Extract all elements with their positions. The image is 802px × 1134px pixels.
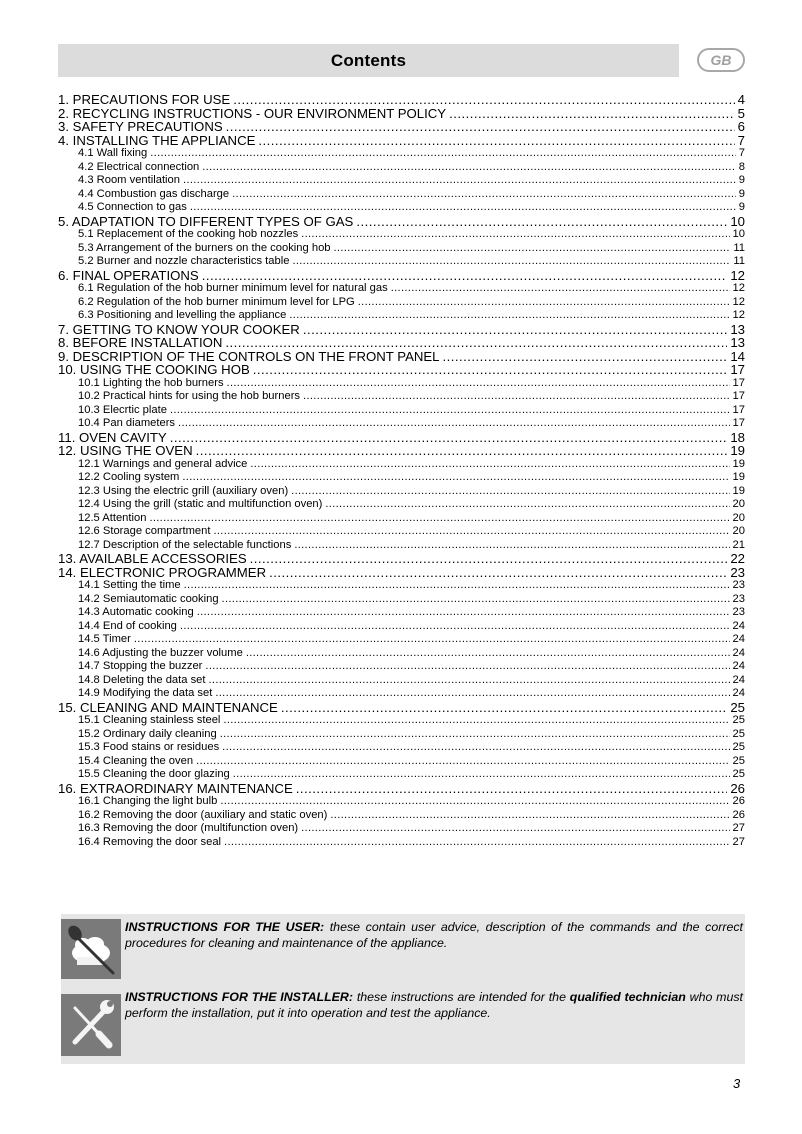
toc-entry-page: 24 (732, 633, 745, 645)
toc-dot-leader (303, 323, 728, 337)
toc-entry-label: 4.3 Room ventilation (78, 174, 180, 186)
toc-entry-label: 4.1 Wall fixing (78, 147, 148, 159)
user-instructions-body: these contain user advice, description of the commands and the correct procedures for cleaning and maintenance of the appliance. (125, 920, 743, 950)
toc-section-entry (58, 444, 745, 458)
toc-entry-label: 12.7 Description of the selectable functions (78, 538, 292, 551)
toc-entry-page: 20 (732, 525, 745, 537)
toc-section-entry (58, 431, 745, 445)
installer-qualified-technician: qualified technician (569, 990, 686, 1004)
toc-entry-page: 24 (732, 619, 745, 632)
toc-entry-page: 19 (732, 457, 745, 470)
toc-section-entry (58, 782, 745, 796)
toc-entry-label: 15.2 Ordinary daily cleaning (78, 727, 217, 740)
installer-instructions-body-end: who must perform the installation, put it into operation and test the appliance. (125, 990, 744, 1020)
toc-dot-leader (281, 701, 727, 715)
toc-entry-page: 17 (730, 363, 745, 377)
toc-subsection-entry (58, 201, 745, 215)
toc-entry-label: 14.7 Stopping the buzzer (78, 660, 203, 672)
toc-entry-page: 14 (730, 349, 745, 363)
toc-entry-label: 7. GETTING TO KNOW YOUR COOKER (58, 322, 300, 336)
toc-entry-label: 6.3 Positioning and levelling the appliance (78, 309, 287, 321)
toc-entry-label: 15.4 Cleaning the oven (78, 754, 194, 767)
toc-entry-label: 10.1 Lighting the hob burners (78, 376, 224, 389)
toc-entry-page: 17 (732, 390, 745, 402)
toc-dot-leader (303, 390, 730, 404)
toc-dot-leader (180, 620, 730, 634)
installer-instructions-box (61, 986, 745, 1064)
toc-entry-label: 10.4 Pan diameters (78, 417, 176, 429)
toc-entry-page: 11 (733, 255, 745, 267)
toc-entry-label: 12.1 Warnings and general advice (78, 457, 248, 470)
toc-entry-label: 16.3 Removing the door (multifunction oven) (78, 822, 299, 834)
toc-entry-page: 17 (732, 403, 745, 416)
toc-entry-page: 12 (730, 268, 745, 282)
toc-entry-label: 5.1 Replacement of the cooking hob nozzles (78, 228, 299, 240)
installer-instructions-body: these instructions are intended for the (353, 990, 570, 1004)
toc-dot-leader (170, 431, 728, 445)
toc-entry-label: 6. FINAL OPERATIONS (58, 268, 199, 282)
toc-entry-page: 22 (730, 552, 745, 566)
toc-entry-page: 19 (732, 484, 745, 497)
toc-dot-leader (197, 606, 730, 620)
toc-entry-page: 19 (732, 471, 745, 483)
toc-dot-leader (149, 512, 729, 526)
toc-subsection-entry (58, 417, 745, 431)
toc-entry-label: 5. ADAPTATION TO DIFFERENT TYPES OF GAS (58, 214, 354, 228)
toc-entry-label: 15.1 Cleaning stainless steel (78, 714, 221, 726)
toc-entry-page: 25 (732, 768, 745, 780)
toc-subsection-entry (58, 741, 745, 755)
toc-dot-leader (227, 377, 730, 391)
toc-dot-leader (213, 525, 729, 539)
toc-subsection-entry (58, 714, 745, 728)
toc-entry-label: 12.2 Cooling system (78, 471, 180, 483)
toc-dot-leader (223, 714, 729, 728)
toc-entry-page: 25 (732, 754, 745, 767)
toc-dot-leader (296, 782, 728, 796)
toc-dot-leader (330, 809, 729, 823)
toc-entry-page: 9 (738, 174, 745, 186)
toc-entry-page: 20 (732, 511, 745, 524)
toc-entry-label: 10. USING THE COOKING HOB (58, 363, 250, 377)
toc-entry-label: 14.2 Semiautomatic cooking (78, 592, 219, 605)
toc-dot-leader (196, 444, 728, 458)
toc-dot-leader (358, 296, 730, 310)
toc-dot-leader (292, 255, 730, 269)
toc-entry-page: 5 (737, 106, 745, 120)
toc-entry-page: 23 (732, 592, 745, 605)
toc-entry-label: 16.4 Removing the door seal (78, 835, 222, 848)
toc-entry-page: 9 (738, 201, 745, 213)
contents-header (58, 44, 679, 77)
toc-entry-label: 4.5 Connection to gas (78, 201, 187, 213)
toc-entry-page: 12 (732, 295, 745, 308)
installer-instructions-heading: INSTRUCTIONS FOR THE INSTALLER: (125, 990, 354, 1004)
toc-section-entry (58, 566, 745, 580)
toc-subsection-entry (58, 188, 745, 202)
toc-dot-leader (301, 822, 729, 836)
toc-entry-label: 16.2 Removing the door (auxiliary and static oven) (78, 808, 328, 821)
toc-dot-leader (224, 836, 730, 850)
toc-entry-page: 23 (730, 565, 745, 579)
toc-entry-label: 15. CLEANING AND MAINTENANCE (58, 700, 278, 714)
toc-entry-page: 18 (730, 430, 745, 444)
toc-subsection-entry (58, 147, 745, 161)
toc-dot-leader (232, 188, 736, 202)
toc-entry-label: 16.1 Changing the light bulb (78, 795, 218, 807)
toc-dot-leader (233, 768, 730, 782)
toc-dot-leader (258, 134, 734, 148)
toc-entry-label: 12.6 Storage compartment (78, 525, 211, 537)
toc-entry-page: 19 (730, 444, 745, 458)
toc-subsection-entry (58, 687, 745, 701)
toc-entry-page: 7 (738, 147, 745, 159)
toc-dot-leader (269, 566, 727, 580)
toc-entry-page: 25 (732, 714, 745, 726)
toc-entry-label: 11. OVEN CAVITY (58, 430, 167, 444)
toc-subsection-entry (58, 728, 745, 742)
toc-dot-leader (301, 228, 729, 242)
toc-section-entry (58, 350, 745, 364)
toc-entry-label: 4.4 Combustion gas discharge (78, 187, 230, 200)
toc-dot-leader (170, 404, 730, 418)
toc-entry-label: 4.2 Electrical connection (78, 160, 200, 173)
toc-dot-leader (209, 674, 730, 688)
language-badge: GB (697, 48, 745, 72)
toc-dot-leader (182, 471, 729, 485)
toc-dot-leader (220, 795, 729, 809)
toc-entry-label: 6.2 Regulation of the hob burner minimum level for LPG (78, 295, 355, 308)
toc-dot-leader (178, 417, 730, 431)
toc-dot-leader (294, 539, 729, 553)
toc-entry-label: 14. ELECTRONIC PROGRAMMER (58, 565, 267, 579)
toc-entry-label: 12.5 Attention (78, 511, 147, 524)
toc-dot-leader (289, 309, 729, 323)
toc-entry-page: 9 (738, 187, 745, 200)
toc-dot-leader (183, 174, 736, 188)
toc-section-entry (58, 269, 745, 283)
toc-dot-leader (246, 647, 730, 661)
toc-entry-label: 14.3 Automatic cooking (78, 606, 194, 618)
toc-subsection-entry (58, 525, 745, 539)
toc-subsection-entry (58, 498, 745, 512)
toc-entry-label: 1. PRECAUTIONS FOR USE (58, 93, 231, 107)
toc-entry-page: 6 (737, 120, 745, 134)
toc-subsection-entry (58, 485, 745, 499)
toc-dot-leader (184, 579, 730, 593)
installer-instructions-text (125, 989, 743, 1021)
toc-subsection-entry (58, 606, 745, 620)
toc-subsection-entry (58, 660, 745, 674)
toc-subsection-entry (58, 282, 745, 296)
toc-subsection-entry (58, 174, 745, 188)
toc-subsection-entry (58, 755, 745, 769)
toc-subsection-entry (58, 404, 745, 418)
toc-dot-leader (134, 633, 730, 647)
toc-subsection-entry (58, 822, 745, 836)
page-number: 3 (733, 1076, 741, 1091)
toc-entry-page: 7 (737, 133, 745, 147)
toc-entry-label: 8. BEFORE INSTALLATION (58, 336, 223, 350)
toc-section-entry (58, 363, 745, 377)
toc-dot-leader (220, 728, 730, 742)
toc-dot-leader (253, 363, 728, 377)
toc-entry-label: 2. RECYCLING INSTRUCTIONS - OUR ENVIRONMENT POLICY (58, 106, 447, 120)
toc-entry-label: 12. USING THE OVEN (58, 444, 193, 458)
toc-entry-label: 10.2 Practical hints for using the hob burners (78, 390, 301, 402)
toc-entry-label: 14.1 Setting the time (78, 579, 181, 591)
toc-subsection-entry (58, 579, 745, 593)
user-instructions-heading: INSTRUCTIONS FOR THE USER: (125, 920, 325, 934)
toc-entry-page: 24 (732, 660, 745, 672)
toc-section-entry (58, 134, 745, 148)
toc-entry-page: 24 (732, 646, 745, 659)
toc-entry-page: 20 (732, 498, 745, 510)
toc-dot-leader (222, 593, 730, 607)
toc-dot-leader (356, 215, 727, 229)
toc-entry-page: 21 (732, 538, 745, 551)
toc-entry-page: 10 (730, 214, 745, 228)
toc-section-entry (58, 120, 745, 134)
toc-subsection-entry (58, 390, 745, 404)
toc-entry-page: 25 (730, 700, 745, 714)
toc-subsection-entry (58, 593, 745, 607)
toc-dot-leader (443, 350, 728, 364)
toc-subsection-entry (58, 836, 745, 850)
toc-subsection-entry (58, 539, 745, 553)
toc-dot-leader (202, 161, 736, 175)
toc-dot-leader (222, 741, 729, 755)
toc-entry-label: 14.5 Timer (78, 633, 131, 645)
wrench-screwdriver-icon (61, 994, 121, 1056)
toc-dot-leader (205, 660, 729, 674)
user-instructions-box (61, 914, 745, 990)
toc-dot-leader (291, 485, 729, 499)
toc-dot-leader (250, 552, 728, 566)
toc-dot-leader (226, 120, 735, 134)
toc-dot-leader (334, 242, 731, 256)
toc-section-entry (58, 552, 745, 566)
toc-subsection-entry (58, 458, 745, 472)
toc-dot-leader (449, 107, 735, 121)
toc-entry-page: 4 (737, 93, 745, 107)
toc-subsection-entry (58, 471, 745, 485)
toc-subsection-entry (58, 377, 745, 391)
toc-entry-label: 14.9 Modifying the data set (78, 687, 213, 699)
toc-dot-leader (202, 269, 728, 283)
toc-section-entry (58, 701, 745, 715)
toc-section-entry (58, 336, 745, 350)
toc-entry-label: 4. INSTALLING THE APPLIANCE (58, 133, 256, 147)
toc-section-entry (58, 93, 745, 107)
toc-entry-label: 9. DESCRIPTION OF THE CONTROLS ON THE FRONT PANEL (58, 349, 440, 363)
page-title: Contents (330, 50, 407, 70)
toc-entry-label: 14.4 End of cooking (78, 619, 177, 632)
toc-entry-label: 5.3 Arrangement of the burners on the cooking hob (78, 241, 331, 254)
toc-entry-label: 14.6 Adjusting the buzzer volume (78, 646, 243, 659)
toc-entry-label: 15.3 Food stains or residues (78, 741, 220, 753)
toc-subsection-entry (58, 255, 745, 269)
spoon-chef-hat-icon (61, 919, 121, 979)
toc-subsection-entry (58, 674, 745, 688)
toc-entry-page: 26 (730, 781, 745, 795)
toc-entry-page: 24 (732, 687, 745, 699)
toc-entry-label: 12.3 Using the electric grill (auxiliary oven) (78, 484, 289, 497)
toc-subsection-entry (58, 161, 745, 175)
toc-subsection-entry (58, 795, 745, 809)
toc-entry-page: 8 (738, 160, 745, 173)
toc-entry-page: 10 (732, 228, 745, 240)
toc-entry-label: 13. AVAILABLE ACCESSORIES (58, 552, 247, 566)
toc-entry-label: 3. SAFETY PRECAUTIONS (58, 120, 223, 134)
toc-section-entry (58, 323, 745, 337)
toc-dot-leader (190, 201, 736, 215)
toc-section-entry (58, 107, 745, 121)
toc-entry-page: 12 (732, 309, 745, 321)
user-instructions-text (125, 919, 743, 951)
toc-entry-label: 16. EXTRAORDINARY MAINTENANCE (58, 781, 293, 795)
toc-subsection-entry (58, 242, 745, 256)
toc-subsection-entry (58, 768, 745, 782)
toc-entry-page: 11 (733, 241, 745, 254)
toc-entry-page: 26 (732, 795, 745, 807)
toc-entry-label: 5.2 Burner and nozzle characteristics table (78, 255, 290, 267)
toc-subsection-entry (58, 633, 745, 647)
toc-dot-leader (325, 498, 729, 512)
toc-section-entry (58, 215, 745, 229)
toc-entry-page: 13 (730, 322, 745, 336)
toc-entry-page: 23 (732, 579, 745, 591)
toc-subsection-entry (58, 309, 745, 323)
toc-subsection-entry (58, 809, 745, 823)
toc-entry-page: 25 (732, 727, 745, 740)
toc-entry-page: 26 (732, 808, 745, 821)
toc-entry-page: 17 (732, 417, 745, 429)
toc-subsection-entry (58, 620, 745, 634)
toc-entry-label: 12.4 Using the grill (static and multifunction oven) (78, 498, 323, 510)
toc-dot-leader (391, 282, 730, 296)
toc-entry-page: 25 (732, 741, 745, 753)
toc-subsection-entry (58, 512, 745, 526)
toc-dot-leader (225, 336, 727, 350)
toc-entry-label: 10.3 Elecrtic plate (78, 403, 167, 416)
toc-entry-page: 24 (732, 673, 745, 686)
toc-entry-page: 17 (732, 376, 745, 389)
toc-subsection-entry (58, 647, 745, 661)
toc-entry-page: 27 (732, 835, 745, 848)
toc-entry-page: 23 (732, 606, 745, 618)
toc-subsection-entry (58, 296, 745, 310)
toc-entry-label: 15.5 Cleaning the door glazing (78, 768, 230, 780)
toc-dot-leader (150, 147, 736, 161)
toc-dot-leader (196, 755, 729, 769)
toc-entry-page: 27 (732, 822, 745, 834)
toc-entry-page: 12 (732, 282, 745, 294)
toc-entry-label: 6.1 Regulation of the hob burner minimum level for natural gas (78, 282, 388, 294)
toc-dot-leader (233, 93, 734, 107)
toc-dot-leader (215, 687, 729, 701)
toc-dot-leader (250, 458, 729, 472)
toc-entry-label: 14.8 Deleting the data set (78, 673, 206, 686)
table-of-contents (58, 93, 745, 849)
toc-subsection-entry (58, 228, 745, 242)
toc-entry-page: 13 (730, 336, 745, 350)
